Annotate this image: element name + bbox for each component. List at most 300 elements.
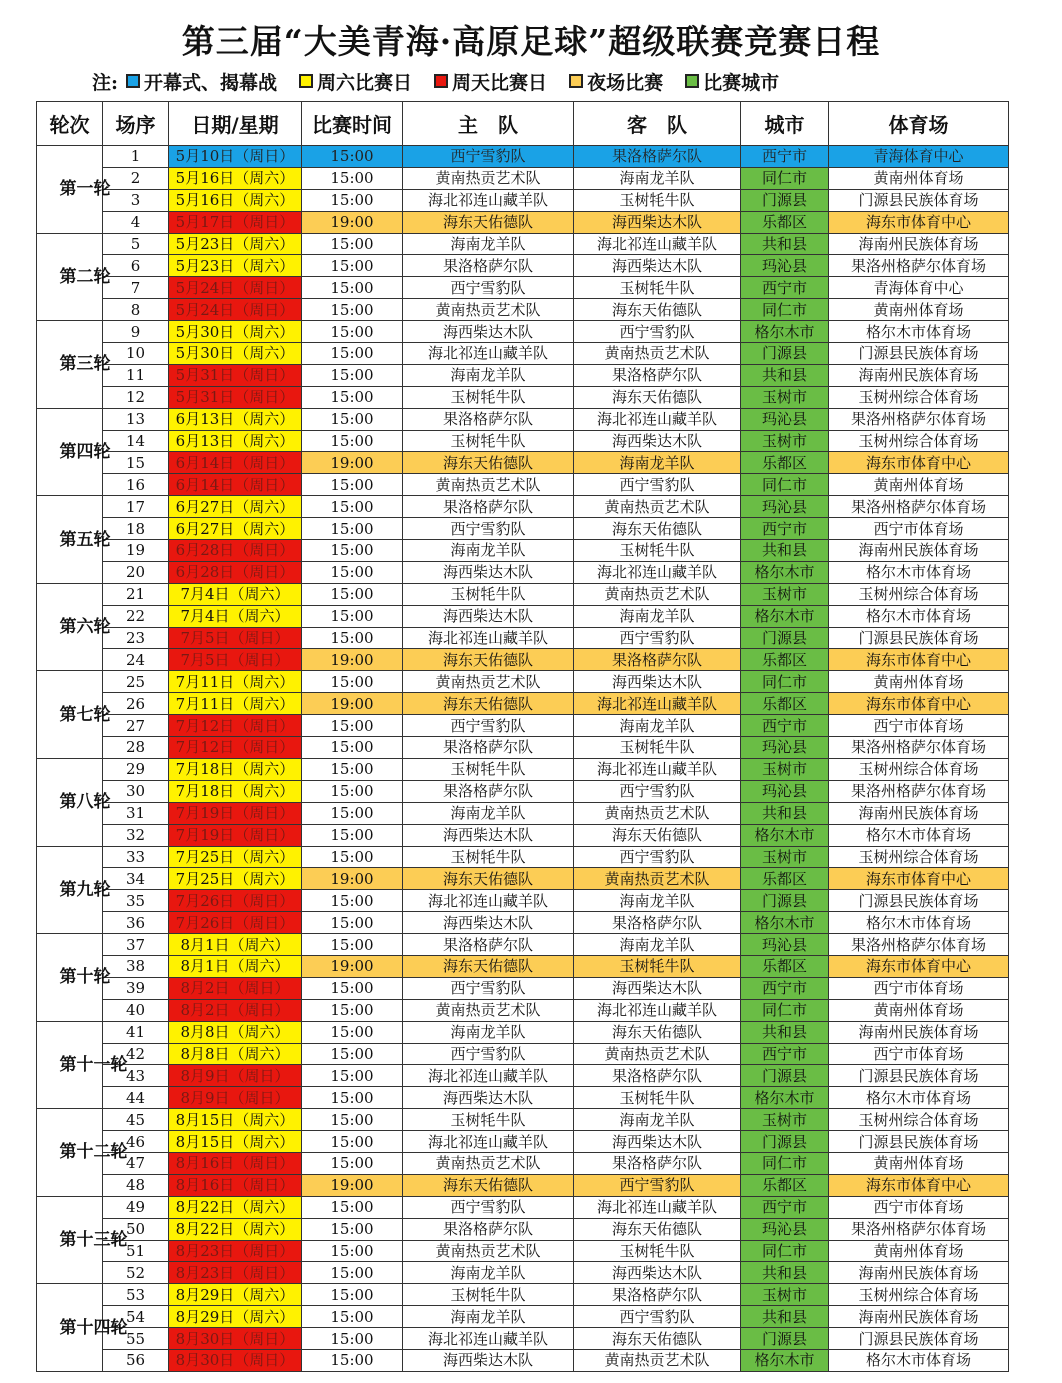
match-venue: 门源县民族体育场 [829, 1328, 1009, 1350]
match-time: 15:00 [302, 1109, 403, 1131]
match-time: 15:00 [302, 758, 403, 780]
home-team: 果洛格萨尔队 [403, 408, 574, 430]
match-time: 15:00 [302, 671, 403, 693]
match-no: 9 [103, 321, 169, 343]
match-date: 8月8日（周六） [169, 1021, 302, 1043]
table-row [37, 824, 1009, 846]
home-team: 黄南热贡艺术队 [403, 167, 574, 189]
match-no: 38 [103, 955, 169, 977]
away-team: 西宁雪豹队 [574, 474, 741, 496]
header-city: 城市 [741, 102, 829, 146]
match-city: 玛沁县 [741, 934, 829, 956]
match-city: 门源县 [741, 189, 829, 211]
away-team: 果洛格萨尔队 [574, 146, 741, 168]
round-label [37, 1109, 128, 1197]
match-city: 同仁市 [741, 299, 829, 321]
match-venue: 门源县民族体育场 [829, 1065, 1009, 1087]
match-venue: 海南州民族体育场 [829, 1306, 1009, 1328]
match-venue: 海东市体育中心 [829, 955, 1009, 977]
match-city: 同仁市 [741, 1152, 829, 1174]
match-city: 西宁市 [741, 146, 829, 168]
away-team: 海南龙羊队 [574, 605, 741, 627]
match-time: 15:00 [302, 846, 403, 868]
match-time: 19:00 [302, 693, 403, 715]
away-team: 果洛格萨尔队 [574, 912, 741, 934]
match-date: 7月25日（周六） [169, 846, 302, 868]
match-city: 格尔木市 [741, 321, 829, 343]
match-venue: 青海体育中心 [829, 146, 1009, 168]
away-team: 黄南热贡艺术队 [574, 1043, 741, 1065]
match-time: 19:00 [302, 868, 403, 890]
match-time: 15:00 [302, 321, 403, 343]
match-city: 西宁市 [741, 518, 829, 540]
home-team: 海西柴达木队 [403, 912, 574, 934]
home-team: 玉树牦牛队 [403, 758, 574, 780]
match-date: 6月14日（周日） [169, 474, 302, 496]
round-label [37, 758, 111, 846]
match-time: 15:00 [302, 364, 403, 386]
match-no: 14 [103, 430, 169, 452]
match-no: 3 [103, 189, 169, 211]
table-row [37, 1152, 1009, 1174]
match-city: 乐都区 [741, 452, 829, 474]
match-time: 19:00 [302, 211, 403, 233]
table-row [37, 1021, 1009, 1043]
match-time: 15:00 [302, 189, 403, 211]
match-city: 乐都区 [741, 649, 829, 671]
table-row [37, 1065, 1009, 1087]
match-date: 5月24日（周日） [169, 277, 302, 299]
round-label [37, 321, 111, 409]
match-time: 15:00 [302, 233, 403, 255]
match-no: 15 [103, 452, 169, 474]
match-city: 共和县 [741, 1021, 829, 1043]
match-city: 格尔木市 [741, 912, 829, 934]
match-time: 15:00 [302, 1240, 403, 1262]
away-team: 海西柴达木队 [574, 977, 741, 999]
match-no: 29 [103, 758, 169, 780]
match-no: 4 [103, 211, 169, 233]
blue-swatch-icon [126, 74, 140, 88]
round-label-text: 第十四轮 [59, 1317, 128, 1338]
round-label-text: 第一轮 [59, 179, 111, 200]
away-team: 果洛格萨尔队 [574, 364, 741, 386]
match-time: 15:00 [302, 890, 403, 912]
table-row [37, 343, 1009, 365]
match-venue: 玉树州综合体育场 [829, 583, 1009, 605]
match-venue: 门源县民族体育场 [829, 1131, 1009, 1153]
home-team: 海南龙羊队 [403, 233, 574, 255]
match-venue: 西宁市体育场 [829, 1043, 1009, 1065]
table-row [37, 211, 1009, 233]
match-venue: 海南州民族体育场 [829, 1021, 1009, 1043]
table-row [37, 364, 1009, 386]
match-no: 32 [103, 824, 169, 846]
round-label-text: 第六轮 [59, 617, 111, 638]
schedule-body [37, 146, 1009, 1372]
table-row [37, 189, 1009, 211]
away-team: 海南龙羊队 [574, 934, 741, 956]
away-team: 玉树牦牛队 [574, 540, 741, 562]
away-team: 海东天佑德队 [574, 1021, 741, 1043]
match-venue: 海东市体育中心 [829, 868, 1009, 890]
match-no: 56 [103, 1349, 169, 1371]
match-time: 15:00 [302, 540, 403, 562]
match-venue: 黄南州体育场 [829, 1152, 1009, 1174]
match-no: 47 [103, 1152, 169, 1174]
match-venue: 玉树州综合体育场 [829, 1109, 1009, 1131]
match-time: 15:00 [302, 277, 403, 299]
table-row [37, 999, 1009, 1021]
match-venue: 黄南州体育场 [829, 1240, 1009, 1262]
match-no: 26 [103, 693, 169, 715]
match-city: 同仁市 [741, 167, 829, 189]
match-venue: 格尔木市体育场 [829, 824, 1009, 846]
table-row [37, 846, 1009, 868]
match-no: 53 [103, 1284, 169, 1306]
away-team: 海西柴达木队 [574, 1262, 741, 1284]
match-no: 50 [103, 1218, 169, 1240]
match-date: 8月29日（周六） [169, 1284, 302, 1306]
home-team: 黄南热贡艺术队 [403, 299, 574, 321]
home-team: 海东天佑德队 [403, 1174, 574, 1196]
away-team: 海西柴达木队 [574, 211, 741, 233]
match-no: 10 [103, 343, 169, 365]
away-team: 西宁雪豹队 [574, 1174, 741, 1196]
page-title: 第三届“大美青海·高原足球”超级联赛竞赛日程 [181, 22, 881, 61]
away-team: 海东天佑德队 [574, 386, 741, 408]
table-row [37, 496, 1009, 518]
header-home: 主 队 [403, 102, 574, 146]
legend-label: 周天比赛日 [452, 71, 548, 94]
home-team: 西宁雪豹队 [403, 146, 574, 168]
table-row [37, 1196, 1009, 1218]
away-team: 黄南热贡艺术队 [574, 583, 741, 605]
match-no: 24 [103, 649, 169, 671]
home-team: 海西柴达木队 [403, 824, 574, 846]
away-team: 果洛格萨尔队 [574, 649, 741, 671]
away-team: 海南龙羊队 [574, 452, 741, 474]
match-date: 7月18日（周六） [169, 758, 302, 780]
match-time: 15:00 [302, 561, 403, 583]
match-time: 15:00 [302, 1196, 403, 1218]
match-date: 8月1日（周六） [169, 955, 302, 977]
header-round: 轮次 [37, 102, 103, 146]
away-team: 西宁雪豹队 [574, 627, 741, 649]
match-date: 8月30日（周日） [169, 1349, 302, 1371]
away-team: 黄南热贡艺术队 [574, 802, 741, 824]
match-city: 乐都区 [741, 955, 829, 977]
away-team: 海南龙羊队 [574, 1109, 741, 1131]
match-date: 7月12日（周日） [169, 715, 302, 737]
away-team: 海北祁连山藏羊队 [574, 561, 741, 583]
home-team: 海北祁连山藏羊队 [403, 343, 574, 365]
match-city: 共和县 [741, 802, 829, 824]
match-time: 15:00 [302, 1306, 403, 1328]
round-label-text: 第十三轮 [59, 1230, 128, 1251]
match-time: 15:00 [302, 627, 403, 649]
match-venue: 海南州民族体育场 [829, 364, 1009, 386]
round-label-text: 第十一轮 [59, 1054, 128, 1075]
match-venue: 果洛州格萨尔体育场 [829, 737, 1009, 759]
away-team: 海北祁连山藏羊队 [574, 1196, 741, 1218]
table-row [37, 1109, 1009, 1131]
match-venue: 格尔木市体育场 [829, 1087, 1009, 1109]
match-city: 西宁市 [741, 1196, 829, 1218]
match-date: 5月31日（周日） [169, 386, 302, 408]
legend-note: 注: [92, 71, 119, 94]
match-venue: 果洛州格萨尔体育场 [829, 780, 1009, 802]
match-time: 19:00 [302, 649, 403, 671]
match-no: 27 [103, 715, 169, 737]
match-time: 15:00 [302, 299, 403, 321]
home-team: 西宁雪豹队 [403, 1043, 574, 1065]
table-row [37, 430, 1009, 452]
home-team: 果洛格萨尔队 [403, 737, 574, 759]
home-team: 海南龙羊队 [403, 1021, 574, 1043]
legend [92, 68, 801, 94]
match-city: 玛沁县 [741, 496, 829, 518]
home-team: 海东天佑德队 [403, 649, 574, 671]
match-city: 玉树市 [741, 583, 829, 605]
away-team: 玉树牦牛队 [574, 1240, 741, 1262]
match-time: 15:00 [302, 1152, 403, 1174]
match-no: 36 [103, 912, 169, 934]
home-team: 果洛格萨尔队 [403, 780, 574, 802]
away-team: 黄南热贡艺术队 [574, 343, 741, 365]
match-no: 18 [103, 518, 169, 540]
home-team: 海东天佑德队 [403, 868, 574, 890]
match-venue: 果洛州格萨尔体育场 [829, 496, 1009, 518]
match-venue: 海南州民族体育场 [829, 233, 1009, 255]
match-time: 19:00 [302, 1174, 403, 1196]
match-no: 34 [103, 868, 169, 890]
match-city: 玛沁县 [741, 737, 829, 759]
match-date: 8月9日（周日） [169, 1065, 302, 1087]
home-team: 玉树牦牛队 [403, 430, 574, 452]
round-label [37, 1284, 128, 1372]
match-date: 7月25日（周六） [169, 868, 302, 890]
match-city: 门源县 [741, 1065, 829, 1087]
match-city: 西宁市 [741, 715, 829, 737]
home-team: 黄南热贡艺术队 [403, 1152, 574, 1174]
match-no: 42 [103, 1043, 169, 1065]
table-row [37, 1262, 1009, 1284]
legend-label: 周六比赛日 [317, 71, 413, 94]
table-row [37, 1306, 1009, 1328]
home-team: 海南龙羊队 [403, 364, 574, 386]
match-time: 15:00 [302, 824, 403, 846]
match-no: 6 [103, 255, 169, 277]
match-no: 49 [103, 1196, 169, 1218]
table-row [37, 627, 1009, 649]
table-row [37, 583, 1009, 605]
round-label [37, 671, 111, 759]
match-no: 45 [103, 1109, 169, 1131]
match-time: 15:00 [302, 408, 403, 430]
home-team: 玉树牦牛队 [403, 1109, 574, 1131]
match-date: 6月27日（周六） [169, 496, 302, 518]
match-date: 5月30日（周六） [169, 343, 302, 365]
away-team: 黄南热贡艺术队 [574, 868, 741, 890]
table-row [37, 802, 1009, 824]
match-time: 15:00 [302, 1218, 403, 1240]
match-date: 8月23日（周日） [169, 1240, 302, 1262]
match-time: 15:00 [302, 146, 403, 168]
match-city: 门源县 [741, 890, 829, 912]
match-city: 乐都区 [741, 693, 829, 715]
match-date: 6月13日（周六） [169, 430, 302, 452]
round-label [37, 934, 111, 1022]
table-row [37, 605, 1009, 627]
table-row [37, 671, 1009, 693]
match-time: 15:00 [302, 737, 403, 759]
round-label-text: 第十轮 [59, 967, 111, 988]
match-city: 西宁市 [741, 977, 829, 999]
header-venue: 体育场 [829, 102, 1009, 146]
round-label [37, 233, 111, 321]
match-date: 7月4日（周六） [169, 583, 302, 605]
legend-item-opening [126, 68, 277, 95]
match-no: 21 [103, 583, 169, 605]
match-city: 共和县 [741, 540, 829, 562]
match-city: 格尔木市 [741, 1087, 829, 1109]
home-team: 果洛格萨尔队 [403, 1218, 574, 1240]
table-row [37, 649, 1009, 671]
match-venue: 海东市体育中心 [829, 693, 1009, 715]
table-row [37, 715, 1009, 737]
match-venue: 海东市体育中心 [829, 211, 1009, 233]
match-city: 同仁市 [741, 671, 829, 693]
match-city: 玉树市 [741, 1109, 829, 1131]
match-city: 同仁市 [741, 999, 829, 1021]
red-swatch-icon [434, 74, 448, 88]
green-swatch-icon [685, 74, 699, 88]
match-city: 西宁市 [741, 277, 829, 299]
match-no: 43 [103, 1065, 169, 1087]
home-team: 海东天佑德队 [403, 452, 574, 474]
match-city: 玉树市 [741, 758, 829, 780]
match-date: 7月11日（周六） [169, 671, 302, 693]
match-city: 门源县 [741, 627, 829, 649]
match-time: 15:00 [302, 977, 403, 999]
home-team: 果洛格萨尔队 [403, 255, 574, 277]
home-team: 西宁雪豹队 [403, 277, 574, 299]
match-time: 19:00 [302, 452, 403, 474]
away-team: 海南龙羊队 [574, 715, 741, 737]
home-team: 海西柴达木队 [403, 1349, 574, 1371]
table-row [37, 912, 1009, 934]
home-team: 海南龙羊队 [403, 540, 574, 562]
match-venue: 西宁市体育场 [829, 977, 1009, 999]
match-venue: 玉树州综合体育场 [829, 430, 1009, 452]
match-time: 15:00 [302, 605, 403, 627]
home-team: 海东天佑德队 [403, 211, 574, 233]
home-team: 海南龙羊队 [403, 1306, 574, 1328]
match-date: 7月5日（周日） [169, 649, 302, 671]
match-no: 35 [103, 890, 169, 912]
header-date: 日期/星期 [169, 102, 302, 146]
home-team: 海东天佑德队 [403, 693, 574, 715]
match-venue: 果洛州格萨尔体育场 [829, 934, 1009, 956]
match-date: 7月12日（周日） [169, 737, 302, 759]
match-time: 15:00 [302, 518, 403, 540]
table-row [37, 299, 1009, 321]
match-date: 8月2日（周日） [169, 999, 302, 1021]
match-no: 2 [103, 167, 169, 189]
legend-label: 比赛城市 [703, 71, 780, 94]
round-label-text: 第八轮 [59, 792, 111, 813]
match-time: 15:00 [302, 1349, 403, 1371]
round-label [37, 1021, 128, 1109]
table-row [37, 452, 1009, 474]
match-no: 13 [103, 408, 169, 430]
match-venue: 果洛州格萨尔体育场 [829, 1218, 1009, 1240]
match-time: 19:00 [302, 955, 403, 977]
match-date: 7月26日（周日） [169, 912, 302, 934]
match-city: 玛沁县 [741, 408, 829, 430]
match-no: 1 [103, 146, 169, 168]
match-city: 格尔木市 [741, 824, 829, 846]
match-venue: 格尔木市体育场 [829, 912, 1009, 934]
match-date: 8月9日（周日） [169, 1087, 302, 1109]
match-no: 8 [103, 299, 169, 321]
match-no: 30 [103, 780, 169, 802]
match-no: 54 [103, 1306, 169, 1328]
match-time: 15:00 [302, 1328, 403, 1350]
match-city: 共和县 [741, 1262, 829, 1284]
round-label-text: 第十二轮 [59, 1142, 128, 1163]
match-date: 8月29日（周六） [169, 1306, 302, 1328]
table-row [37, 321, 1009, 343]
round-label-text: 第九轮 [59, 879, 111, 900]
away-team: 玉树牦牛队 [574, 277, 741, 299]
home-team: 海北祁连山藏羊队 [403, 627, 574, 649]
match-venue: 格尔木市体育场 [829, 561, 1009, 583]
header-time: 比赛时间 [302, 102, 403, 146]
table-row [37, 167, 1009, 189]
away-team: 西宁雪豹队 [574, 780, 741, 802]
table-row [37, 1131, 1009, 1153]
match-date: 8月15日（周六） [169, 1109, 302, 1131]
away-team: 海南龙羊队 [574, 167, 741, 189]
table-row [37, 1218, 1009, 1240]
match-city: 玛沁县 [741, 1218, 829, 1240]
match-time: 15:00 [302, 1065, 403, 1087]
match-city: 同仁市 [741, 474, 829, 496]
table-row [37, 408, 1009, 430]
away-team: 海东天佑德队 [574, 1218, 741, 1240]
match-time: 15:00 [302, 780, 403, 802]
away-team: 海东天佑德队 [574, 824, 741, 846]
table-row [37, 561, 1009, 583]
home-team: 海西柴达木队 [403, 1087, 574, 1109]
table-row [37, 277, 1009, 299]
match-city: 玉树市 [741, 386, 829, 408]
round-label [37, 1196, 128, 1284]
match-date: 5月30日（周六） [169, 321, 302, 343]
match-city: 玉树市 [741, 1284, 829, 1306]
table-row [37, 540, 1009, 562]
table-row [37, 977, 1009, 999]
home-team: 海北祁连山藏羊队 [403, 1065, 574, 1087]
away-team: 西宁雪豹队 [574, 1306, 741, 1328]
match-no: 19 [103, 540, 169, 562]
match-date: 8月16日（周日） [169, 1152, 302, 1174]
match-no: 28 [103, 737, 169, 759]
match-no: 16 [103, 474, 169, 496]
match-date: 8月16日（周日） [169, 1174, 302, 1196]
